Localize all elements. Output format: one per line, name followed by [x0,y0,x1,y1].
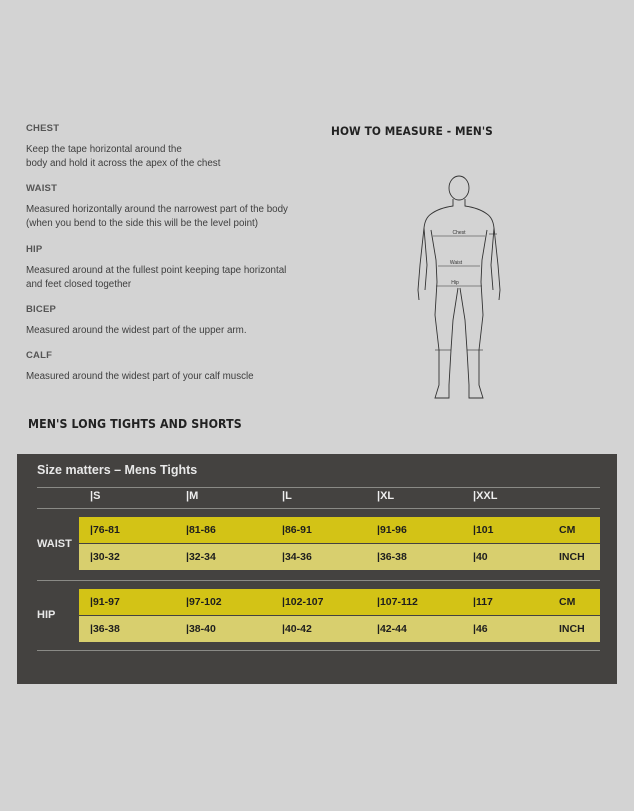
size-chart-title: Size matters – Mens Tights [37,463,198,477]
measurement-instructions [26,123,326,384]
instruction-waist [26,183,326,244]
table-row [79,544,600,570]
instruction-text: Measured around at the fullest point keeping tape horizontal and feet closed together [26,265,287,291]
instruction-text: Measured around the widest part of the upper arm. [26,325,247,336]
divider [37,580,600,581]
divider [37,650,600,651]
how-to-measure-title: HOW TO MEASURE - MEN'S [331,124,493,138]
size-header-xl: |XL [377,490,395,502]
table-cell: |101 [473,524,494,536]
size-header-xxl: |XXL [473,490,498,502]
table-cell: |38-40 [186,623,216,635]
instruction-calf [26,350,326,384]
divider [37,487,600,488]
table-cell: |107-112 [377,596,418,608]
size-header-l: |L [282,490,292,502]
table-cell: |34-36 [282,551,312,563]
instruction-heading: CHEST [26,123,60,134]
table-row [79,616,600,642]
instruction-heading: BICEP [26,304,57,315]
table-cell: |40-42 [282,623,312,635]
hip-label: Hip [451,280,459,286]
table-cell: |40 [473,551,488,563]
table-cell: |42-44 [377,623,407,635]
size-chart-panel [17,454,617,684]
unit-label: INCH [559,551,585,563]
table-cell: |91-97 [90,596,120,608]
table-cell: |76-81 [90,524,120,536]
instruction-text: Measured horizontally around the narrowest part of the body (when you bend to the side this will be the level point) [26,204,288,230]
unit-label: CM [559,524,576,536]
instruction-chest [26,123,326,183]
divider [37,508,600,509]
chest-label: Chest [452,230,466,236]
table-cell: |117 [473,596,493,608]
table-row [79,517,600,543]
instruction-text: Keep the tape horizontal around the body and hold it across the apex of the chest [26,144,221,170]
table-row [79,589,600,615]
unit-label: CM [559,596,576,608]
instruction-hip [26,244,326,304]
waist-label: Waist [449,260,463,266]
table-cell: |81-86 [186,524,216,536]
table-cell: |32-34 [186,551,216,563]
table-cell: |36-38 [377,551,407,563]
instruction-heading: CALF [26,350,53,361]
table-cell: |102-107 [282,596,324,608]
instruction-heading: HIP [26,244,43,255]
table-cell: |86-91 [282,524,312,536]
body-measurement-figure [403,170,513,405]
group-label-hip: HIP [37,609,56,621]
size-header-s: |S [90,490,101,502]
table-cell: |30-32 [90,551,120,563]
table-cell: |36-38 [90,623,120,635]
section-title: MEN'S LONG TIGHTS AND SHORTS [28,417,242,431]
table-cell: |97-102 [186,596,222,608]
instruction-text: Measured around the widest part of your calf muscle [26,371,254,382]
size-header-m: |M [186,490,199,502]
table-cell: |46 [473,623,488,635]
table-cell: |91-96 [377,524,407,536]
group-label-waist: WAIST [37,538,72,550]
instruction-bicep [26,304,326,350]
unit-label: INCH [559,623,585,635]
instruction-heading: WAIST [26,183,58,194]
